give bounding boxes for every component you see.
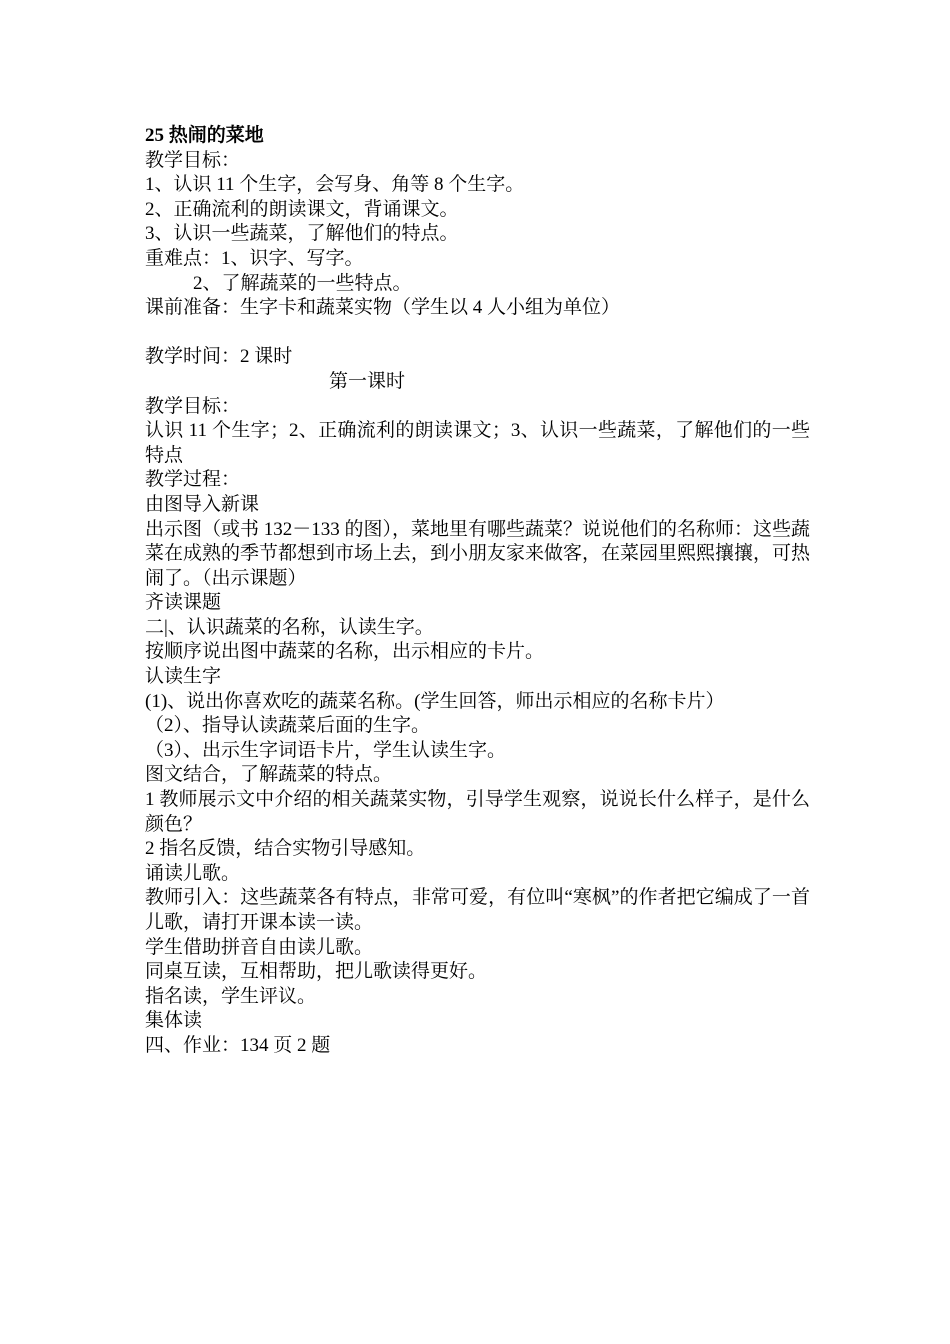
step-text: 出示图（或书 132－133 的图），菜地里有哪些蔬菜？说说他们的名称师：这些蔬菜在成熟的季节都想到市场上去，到小朋友家来做客，在菜园里熙熙攘攘，可热闹了。（出示课题）: [145, 518, 811, 589]
step-heading: 认读生字: [145, 666, 222, 688]
sub-step: 2 指名反馈，结合实物引导感知。: [145, 838, 426, 860]
preparation: 课前准备：生字卡和蔬菜实物（学生以 4 人小组为单位）: [145, 297, 621, 319]
key-points-item: 2、了解蔬菜的一些特点。: [193, 272, 412, 294]
sub-step: 同桌互读，互相帮助，把儿歌读得更好。: [145, 961, 488, 983]
document-page: [145, 124, 810, 1059]
goal-item: 3、认识一些蔬菜，了解他们的特点。: [145, 223, 459, 245]
process-heading: 教学过程：: [145, 469, 241, 491]
step-text: 按顺序说出图中蔬菜的名称，出示相应的卡片。: [145, 641, 545, 663]
step-heading: 图文结合，了解蔬菜的特点。: [145, 764, 393, 786]
lesson-title: 第一课时: [329, 370, 406, 392]
step-text: 教师引入：这些蔬菜各有特点，非常可爱，有位叫“寒枫”的作者把它编成了一首儿歌，请打开课本读一读。: [145, 887, 810, 933]
step-heading: 诵读儿歌。: [145, 862, 241, 884]
step-heading: 齐读课题: [145, 592, 222, 614]
sub-step: (1)、说出你喜欢吃的蔬菜名称。(学生回答，师出示相应的名称卡片）: [145, 690, 725, 712]
homework: 四、作业：134 页 2 题: [145, 1034, 331, 1056]
key-points: 重难点：1、识字、写字。: [145, 247, 364, 269]
step-heading: 由图导入新课: [145, 493, 260, 515]
sub-step: （2）、指导认读蔬菜后面的生字。: [145, 715, 431, 737]
sub-step: （3）、出示生字词语卡片，学生认读生字。: [145, 739, 507, 761]
sub-step: 集体读: [145, 1010, 203, 1032]
goal-item: 1、认识 11 个生字，会写身、角等 8 个生字。: [145, 174, 525, 196]
step-heading: 二|、认识蔬菜的名称，认读生字。: [145, 616, 434, 638]
goals-heading: 教学目标：: [145, 149, 241, 171]
lesson-goals: 认识 11 个生字；2、正确流利的朗读课文；3、认识一些蔬菜，了解他们的一些特点: [145, 420, 810, 466]
lesson-goals-heading: 教学目标：: [145, 395, 241, 417]
sub-step: 指名读，学生评议。: [145, 985, 317, 1007]
sub-step: 1 教师展示文中介绍的相关蔬菜实物，引导学生观察，说说长什么样子，是什么颜色？: [145, 789, 810, 835]
blank-line: [145, 321, 810, 346]
goal-item: 2、正确流利的朗读课文，背诵课文。: [145, 198, 459, 220]
sub-step: 学生借助拼音自由读儿歌。: [145, 936, 374, 958]
teaching-time: 教学时间：2 课时: [145, 346, 293, 368]
document-title: 25 热闹的菜地: [145, 125, 264, 146]
